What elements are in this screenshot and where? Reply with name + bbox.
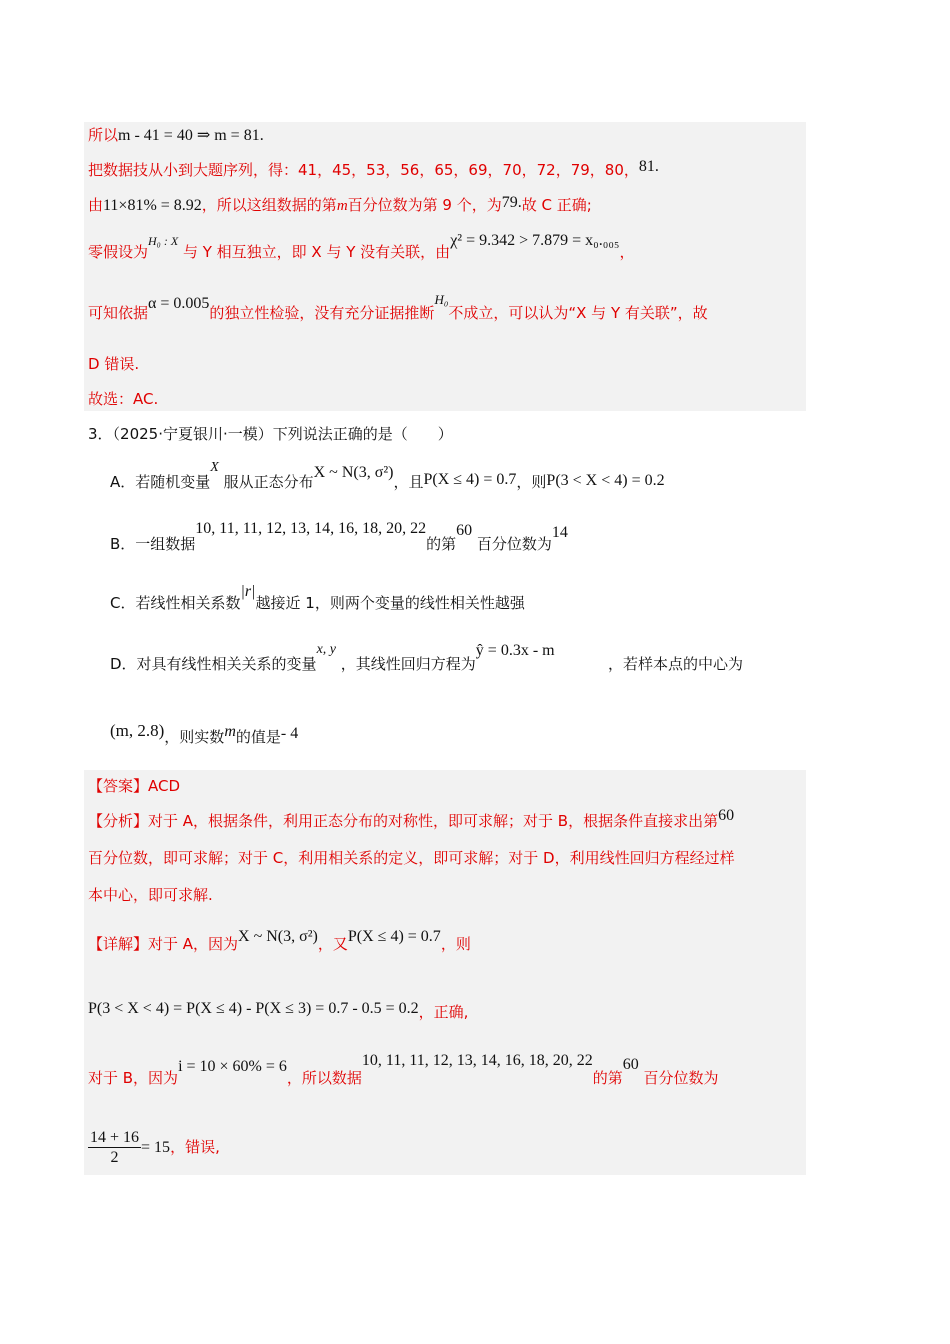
option-d-end: ，若样本点的中心为 <box>608 655 744 673</box>
sol-line-5: 可知依据α = 0.005的独立性检验，没有充分证据推断H₀不成立，可以认为“X 与 Y 有关联”，故 <box>88 292 708 322</box>
sol-line-3: 由11×81% = 8.92，所以这组数据的第m百分位数为第 9 个，为79.故 C 正确; <box>88 194 592 214</box>
option-c: C．若线性相关系数|r|越接近 1，则两个变量的线性相关性越强 <box>110 583 525 612</box>
sol-line-7: 故选：AC. <box>88 390 159 408</box>
sol-line-4: 零假设为$^{H_0 : X}$ 与 Y 相互独立，即 X 与 Y 没有关联，由χ² = 9.342 > 7.879 = x₀.₀₀₅， <box>88 232 635 261</box>
option-d: D．对具有线性相关关系的变量x, y ，其线性回归方程为ŷ = 0.3x - m <box>110 642 555 673</box>
detail-b-frac: $\frac{14 + 16}{2}$ = 15，错误, <box>90 1129 220 1167</box>
option-b: B．一组数据10, 11, 11, 12, 13, 14, 16, 18, 20, 22的第60 百分位数为14 <box>110 520 568 553</box>
fraction: $\frac{14 + 16}{2}$ <box>90 1129 140 1167</box>
sol-line-1: 所以m - 41 = 40 ⇒ m = 81. <box>88 126 264 144</box>
answer-label: 【答案】ACD <box>88 777 181 795</box>
sol-line-2: 把数据技从小到大题序列，得：41，45，53，56，65，69，70，72，79，80，81. <box>88 158 659 179</box>
question-title: 3．（2025·宁夏银川·一模）下列说法正确的是（ ） <box>88 425 453 443</box>
sol-line-6: D 错误. <box>88 355 140 373</box>
option-d-line2: (m, 2.8)，则实数m的值是- 4 <box>110 721 299 746</box>
detail-calc: P(3 < X < 4) = P(X ≤ 4) - P(X ≤ 3) = 0.7 - 0.5 = 0.2，正确, <box>88 1000 469 1021</box>
analysis-line-3: 本中心，即可求解. <box>88 886 213 904</box>
detail-b-line: 对于 B，因为i = 10 × 60% = 6，所以数据10, 11, 11, 12, 13, 14, 16, 18, 20, 22的第60 百分位数为 <box>88 1052 719 1087</box>
analysis-line-2: 百分位数，即可求解；对于 C，利用相关系的定义，即可求解；对于 D，利用线性回归方程经过样 <box>88 849 735 867</box>
detail-line-1: 【详解】对于 A，因为X ~ N(3, σ²)，又P(X ≤ 4) = 0.7，则 <box>88 928 471 953</box>
analysis-line-1: 【分析】对于 A，根据条件，利用正态分布的对称性，即可求解；对于 B，根据条件直接求出第60 <box>88 807 735 830</box>
option-a: A．若随机变量X 服从正态分布X ~ N(3, σ²)，且P(X ≤ 4) = 0.7，则P(3 < X < 4) = 0.2 <box>110 460 665 491</box>
